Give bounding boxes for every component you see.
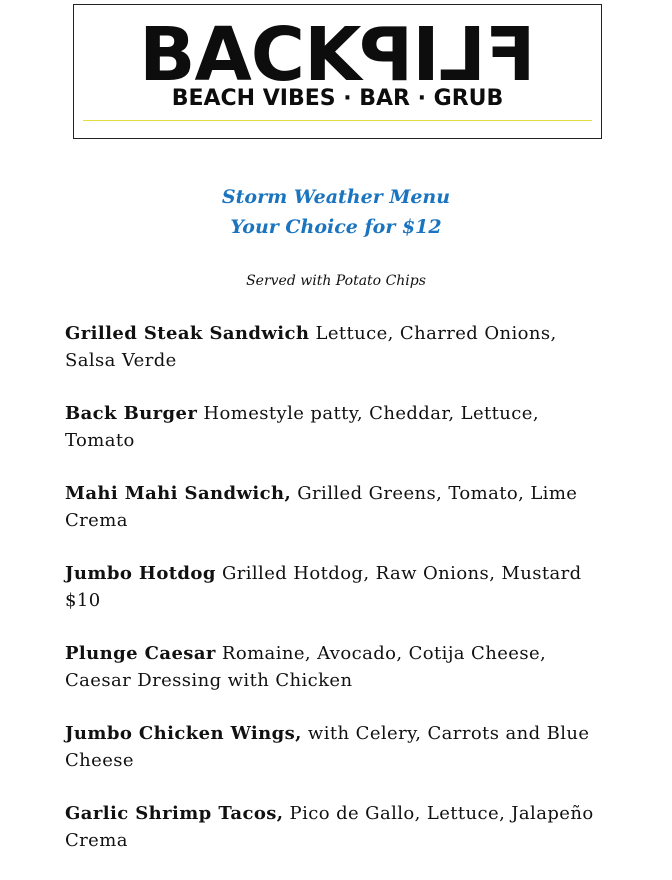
logo-divider bbox=[83, 120, 592, 121]
menu-item-name: Garlic Shrimp Tacos, bbox=[65, 803, 284, 824]
served-with-note: Served with Potato Chips bbox=[246, 273, 426, 289]
menu-item-description: Grilled Greens, Tomato, Lime Crema bbox=[65, 483, 578, 531]
menu-title: Storm Weather Menu bbox=[221, 186, 451, 208]
menu-item-description: Pico de Gallo, Lettuce, Jalapeño Crema bbox=[65, 803, 594, 851]
menu-item-name: Back Burger bbox=[65, 403, 198, 424]
menu-item bbox=[65, 800, 610, 880]
menu-item bbox=[65, 320, 610, 400]
menu-item bbox=[65, 720, 610, 800]
logo-word-flip: FLIP bbox=[360, 12, 536, 98]
menu-item-description: Grilled Hotdog, Raw Onions, Mustard $10 bbox=[65, 563, 582, 611]
menu-item bbox=[65, 560, 610, 640]
menu-item-description: Homestyle patty, Cheddar, Lettuce, Tomato bbox=[65, 403, 539, 451]
logo-banner bbox=[73, 4, 602, 139]
menu-item-name: Plunge Caesar bbox=[65, 643, 216, 664]
menu-item-description: with Celery, Carrots and Blue Cheese bbox=[65, 723, 590, 771]
menu-item-description: Romaine, Avocado, Cotija Cheese, Caesar Dressing with Chicken bbox=[65, 643, 547, 691]
menu-item-name: Mahi Mahi Sandwich, bbox=[65, 483, 292, 504]
logo-wordmark bbox=[74, 12, 601, 98]
menu-list bbox=[65, 320, 610, 880]
menu-item bbox=[65, 480, 610, 560]
logo-word-back: BACK bbox=[139, 12, 361, 98]
menu-item-name: Jumbo Chicken Wings, bbox=[65, 723, 302, 744]
menu-item-name: Jumbo Hotdog bbox=[65, 563, 216, 584]
menu-item-description: Lettuce, Charred Onions, Salsa Verde bbox=[65, 323, 557, 371]
logo-tagline: BEACH VIBES · BAR · GRUB bbox=[171, 86, 504, 111]
menu-item bbox=[65, 400, 610, 480]
menu-price-line: Your Choice for $12 bbox=[230, 216, 442, 238]
menu-item bbox=[65, 640, 610, 720]
menu-item-name: Grilled Steak Sandwich bbox=[65, 323, 310, 344]
